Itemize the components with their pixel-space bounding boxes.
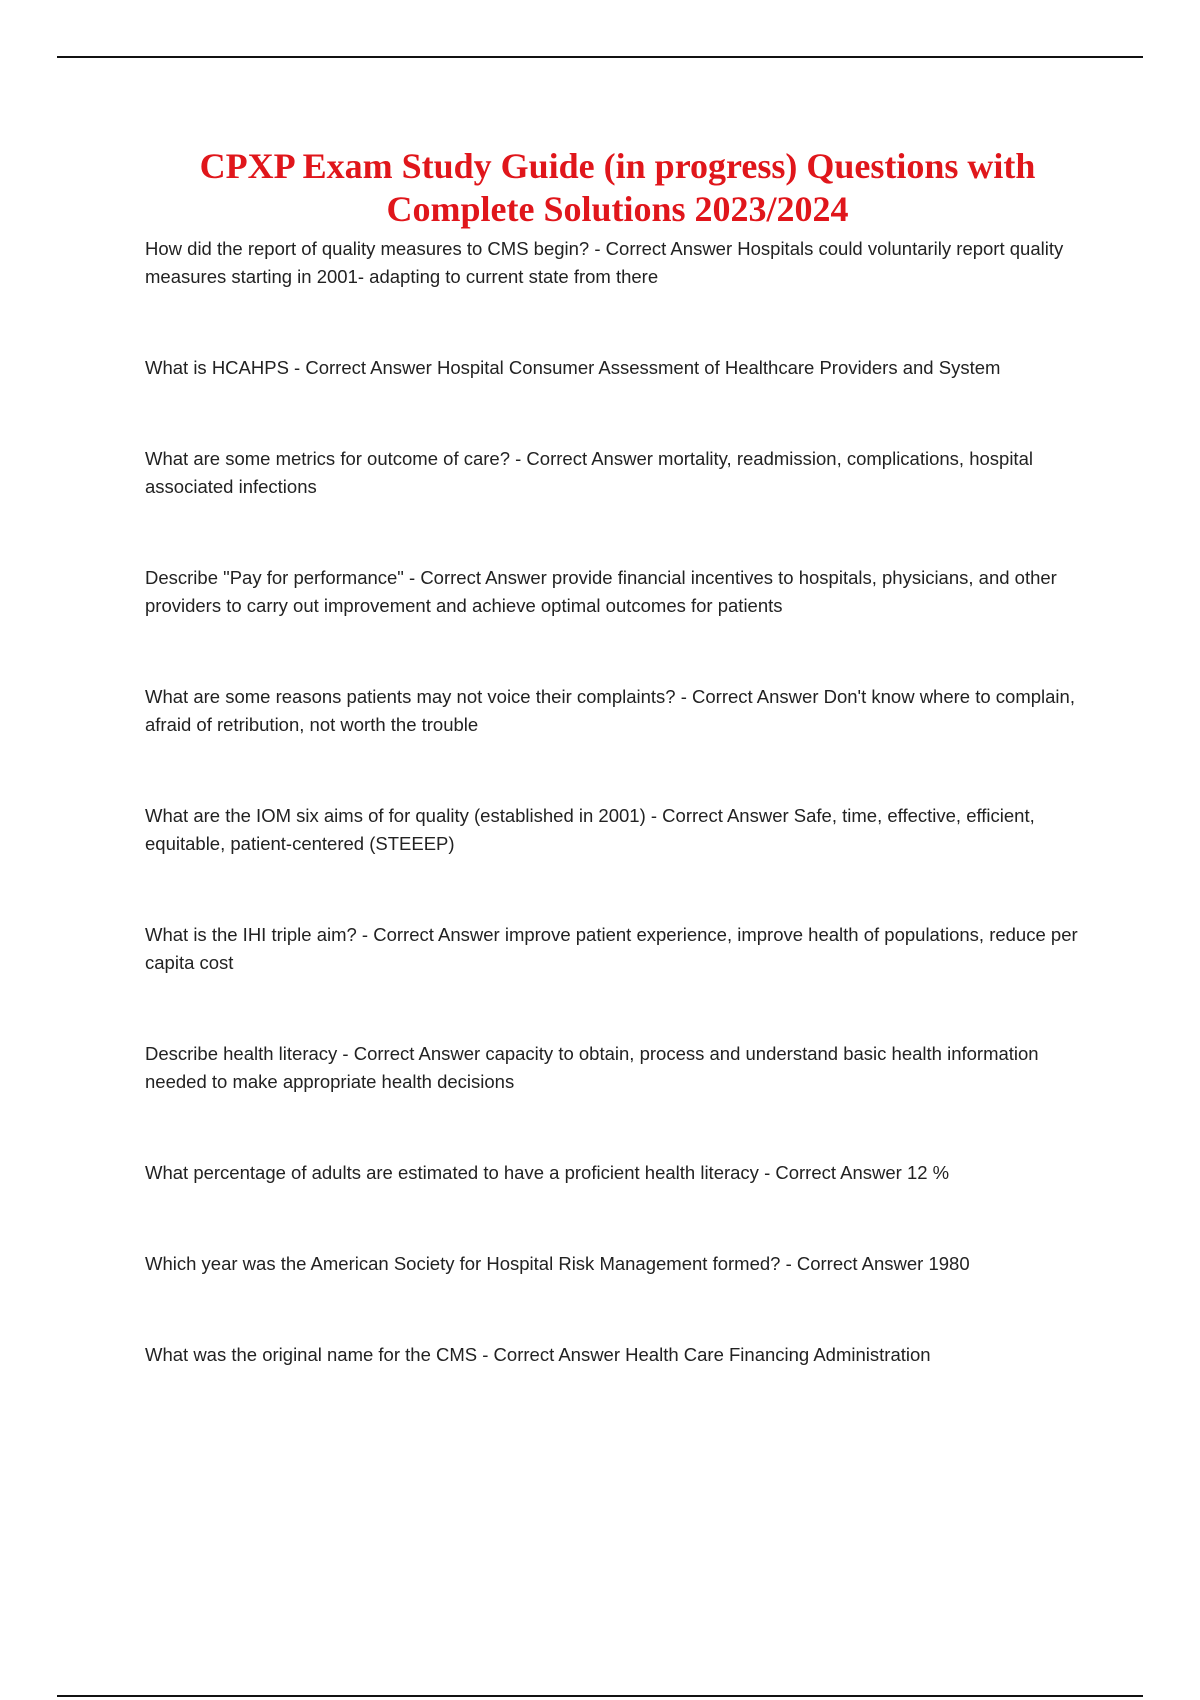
qa-item: Describe health literacy - Correct Answer capacity to obtain, process and understand basic health information needed to make appropriate health decisions — [145, 1043, 1039, 1092]
qa-item: What was the original name for the CMS - Correct Answer Health Care Financing Administration — [145, 1344, 931, 1365]
qa-item: What are some reasons patients may not voice their complaints? - Correct Answer Don't know where to complain, afraid of retribution, not worth the trouble — [145, 686, 1075, 735]
bottom-rule — [57, 1695, 1143, 1697]
qa-item: What are some metrics for outcome of care? - Correct Answer mortality, readmission, complications, hospital associated infections — [145, 448, 1033, 497]
qa-item: Which year was the American Society for Hospital Risk Management formed? - Correct Answer 1980 — [145, 1253, 970, 1274]
qa-item: How did the report of quality measures to CMS begin? - Correct Answer Hospitals could voluntarily report quality measures starting in 2001- adapting to current state from there — [145, 238, 1064, 287]
qa-item: What percentage of adults are estimated to have a proficient health literacy - Correct Answer 12 % — [145, 1162, 950, 1183]
document-title: CPXP Exam Study Guide (in progress) Questions with Complete Solutions 2023/2024 — [199, 146, 1036, 229]
qa-item: What is HCAHPS - Correct Answer Hospital Consumer Assessment of Healthcare Providers and System — [145, 357, 1001, 378]
qa-item: What are the IOM six aims of for quality (established in 2001) - Correct Answer Safe, time, effective, efficient, equitable, patient-centered (STEEEP) — [145, 805, 1035, 854]
top-rule — [57, 56, 1143, 58]
document-page — [145, 145, 1090, 1369]
qa-list — [145, 235, 1090, 1369]
qa-item: Describe "Pay for performance" - Correct Answer provide financial incentives to hospitals, physicians, and other providers to carry out improvement and achieve optimal outcomes for patients — [145, 567, 1057, 616]
qa-item: What is the IHI triple aim? - Correct Answer improve patient experience, improve health of populations, reduce per capita cost — [145, 924, 1078, 973]
